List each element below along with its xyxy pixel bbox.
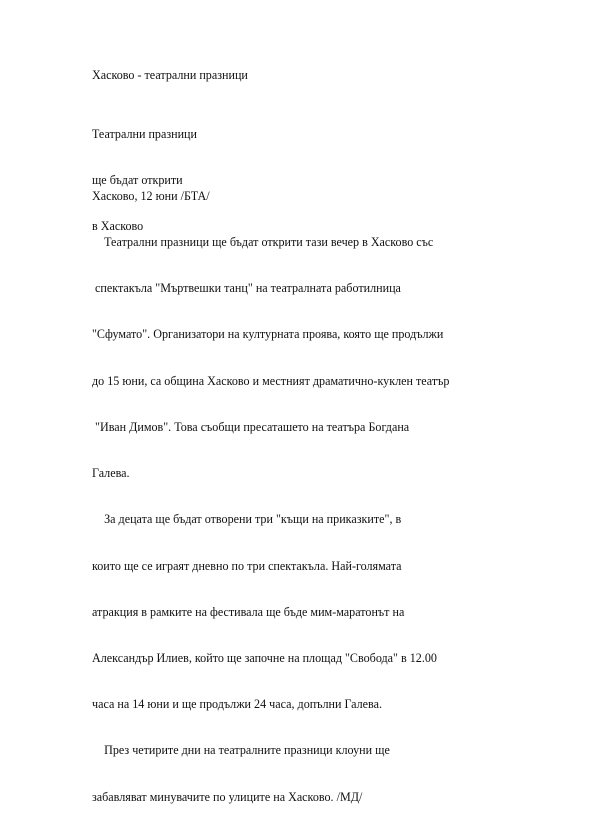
article-body	[92, 158, 449, 836]
body-line: За децата ще бъдат отворени три "къщи на приказките", в	[92, 512, 402, 527]
headline-line: ще бъдат открити	[92, 173, 183, 188]
body-line: През четирите дни на театралните празници клоуни ще	[92, 743, 390, 758]
body-line: до 15 юни, са община Хасково и местният драматично-куклен театър	[92, 373, 450, 388]
dateline: Хасково, 12 юни /БТА/	[92, 188, 210, 203]
body-line: Театрални празници ще бъдат открити тази вечер в Хасково със	[92, 235, 434, 250]
body-line: забавляват минувачите по улиците на Хасково. /МД/	[92, 789, 363, 804]
body-line: "Сфумато". Организатори на културната проява, която ще продължи	[92, 327, 444, 342]
body-line: Александър Илиев, който ще започне на площад "Свобода" в 12.00	[92, 651, 437, 665]
headline-line: в Хасково	[92, 219, 144, 234]
body-line: "Иван Димов". Това съобщи пресаташето на театъра Богдана	[92, 419, 410, 434]
headline-line: Театрални празници	[92, 126, 198, 141]
body-line: часа на 14 юни и ще продължи 24 часа, допълни Галева.	[92, 697, 382, 712]
body-line: атракция в рамките на фестивала ще бъде мим-маратонът на	[92, 604, 405, 619]
body-line: Галева.	[92, 466, 130, 481]
body-line: спектакъла "Мъртвешки танц" на театралната работилница	[92, 281, 401, 296]
document-header-title: Хасково - театрални празници	[92, 68, 248, 82]
body-line: които ще се играят дневно по три спектакъла. Най-голямата	[92, 558, 402, 573]
